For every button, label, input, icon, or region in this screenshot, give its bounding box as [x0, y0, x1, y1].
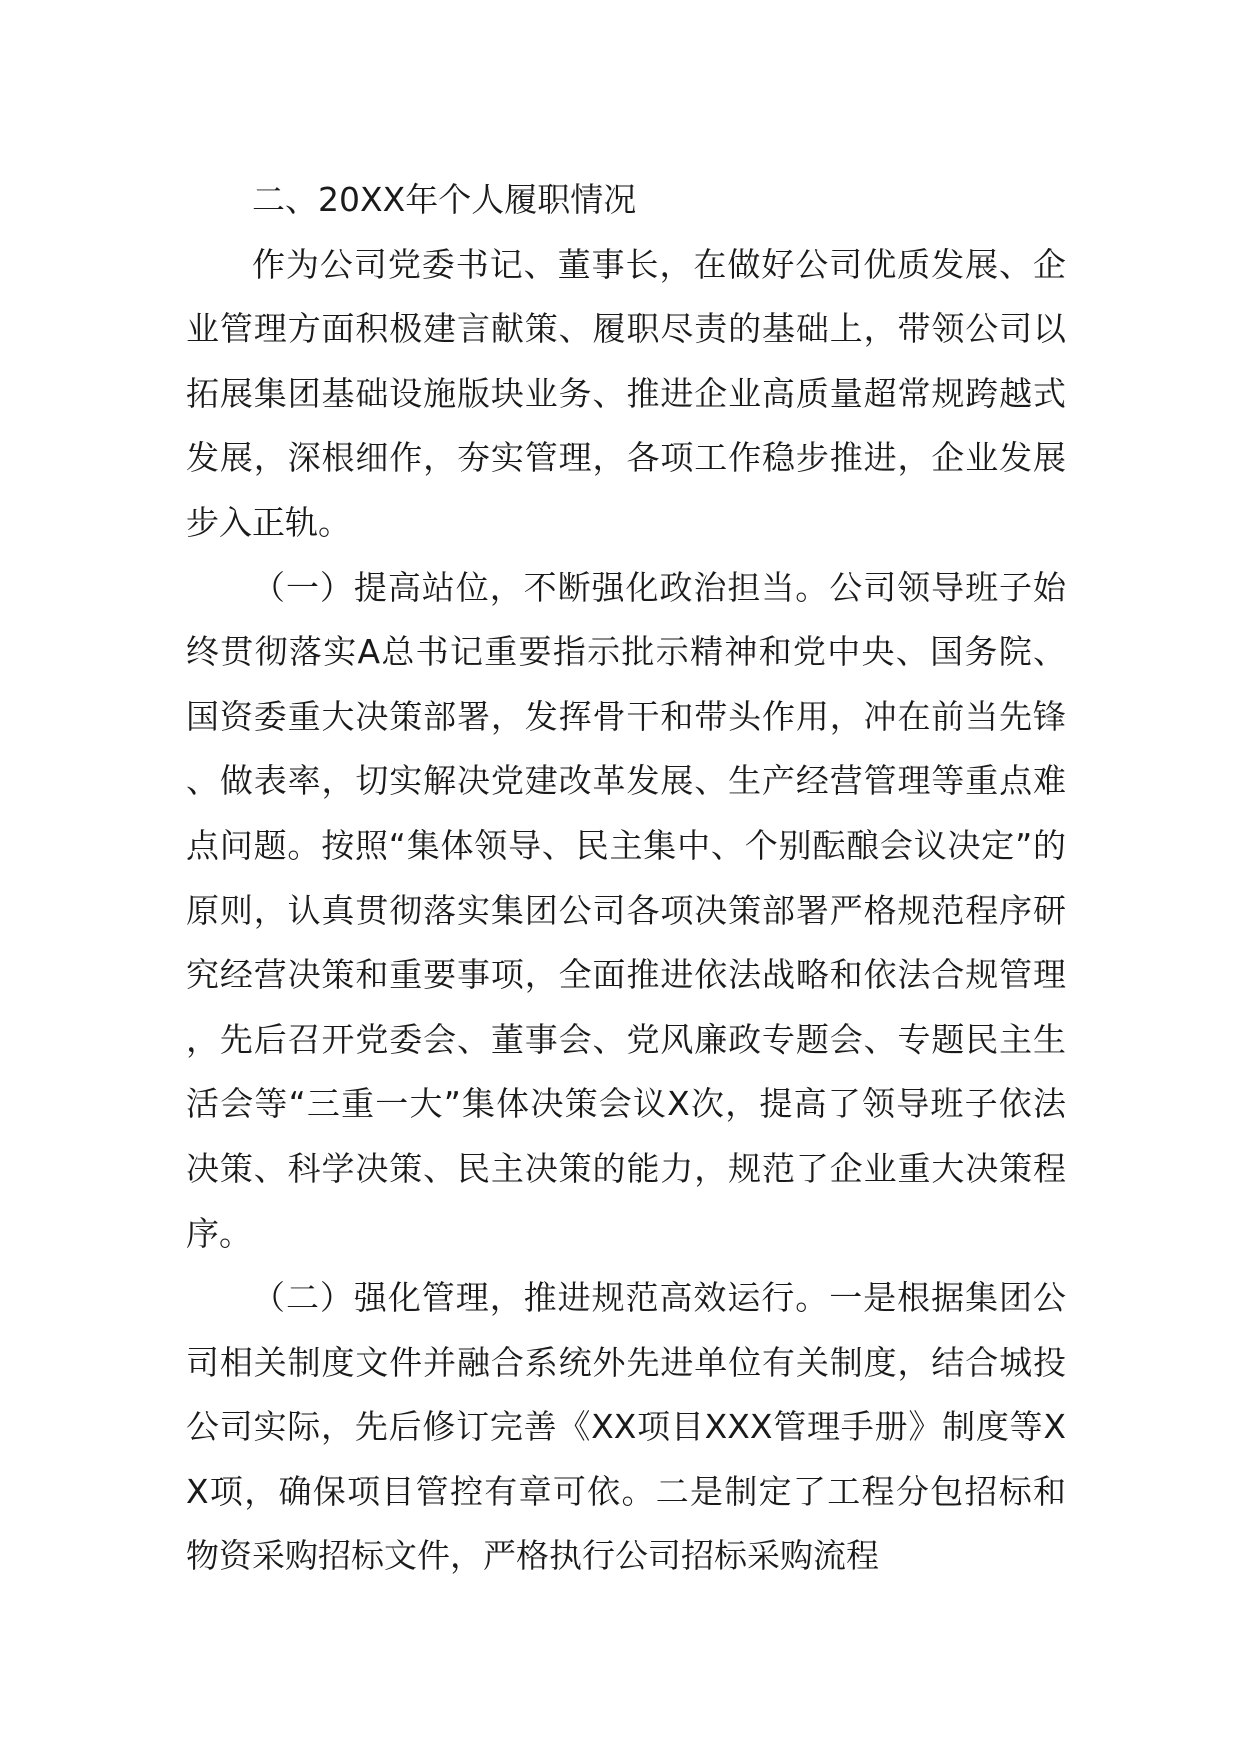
section-heading: 二、20XX年个人履职情况 — [252, 180, 637, 219]
paragraph-management: （二）强化管理，推进规范高效运行。一是根据集团公司相关制度文件并融合系统外先进单位有关制度，结合城投公司实际，先后修订完善《XX项目XXX管理手册》制度等XX项，确保项目管控有章可依。二是制定了工程分包招标和物资采购招标文件，严格执行公司招标采购流程 — [186, 1278, 1066, 1576]
paragraph-intro: 作为公司党委书记、董事长，在做好公司优质发展、企业管理方面积极建言献策、履职尽责的基础上，带领公司以拓展集团基础设施版块业务、推进企业高质量超常规跨越式发展，深根细作，夯实管理，各项工作稳步推进，企业发展步入正轨。 — [186, 244, 1066, 542]
paragraph-political: （一）提高站位，不断强化政治担当。公司领导班子始终贯彻落实A总书记重要指示批示精神和党中央、国务院、国资委重大决策部署，发挥骨干和带头作用，冲在前当先锋、做表率，切实解决党建改革发展、生产经营管理等重点难点问题。按照“集体领导、民主集中、个别酝酿会议决定”的原则，认真贯彻落实集团公司各项决策部署严格规范程序研究经营决策和重要事项，全面推进依法战略和依法合规管理，先后召开党委会、董事会、党风廉政专题会、专题民主生活会等“三重一大”集体决策会议X次，提高了领导班子依法决策、科学决策、民主决策的能力，规范了企业重大决策程序。 — [186, 567, 1066, 1253]
document-body — [186, 168, 1066, 1589]
